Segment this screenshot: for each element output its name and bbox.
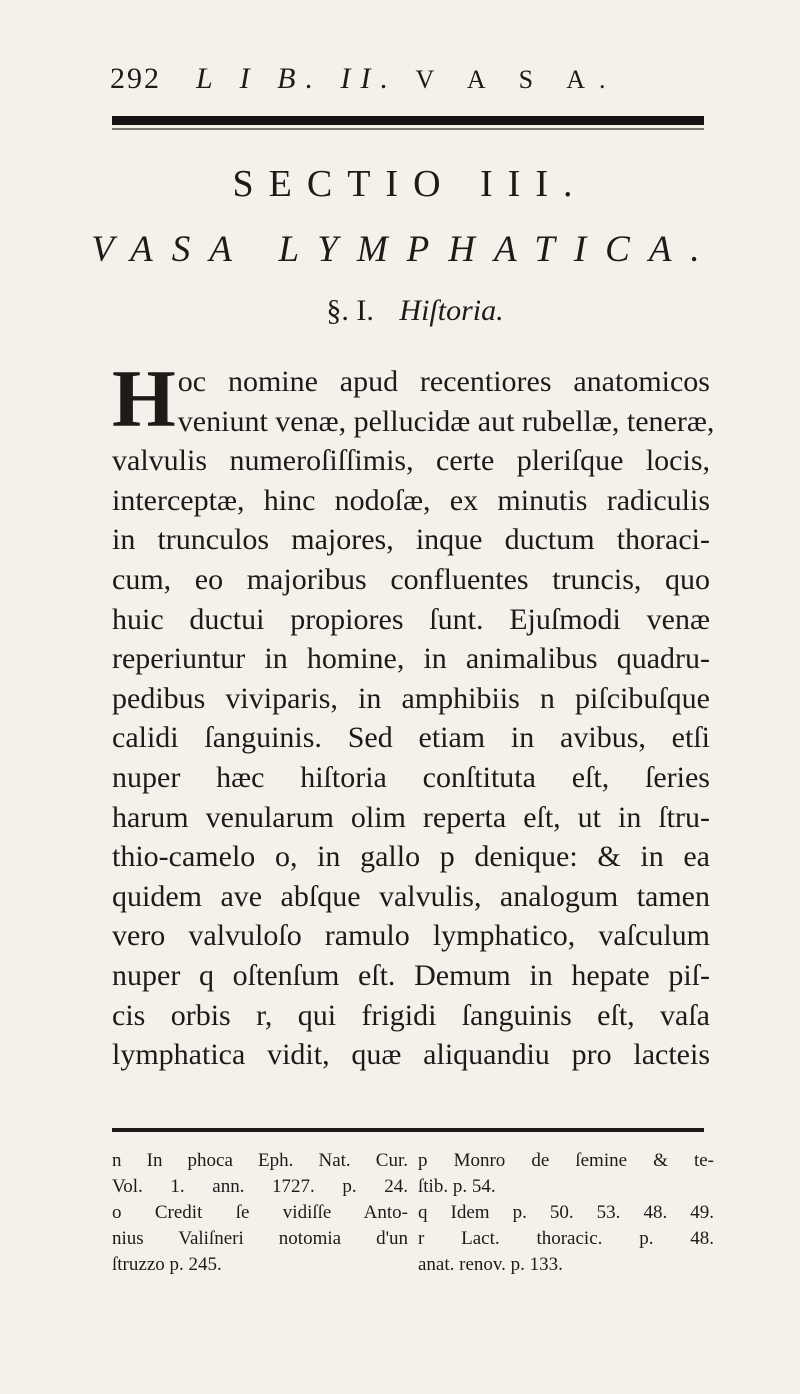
footnote-line: n In phoca Eph. Nat. Cur. (112, 1150, 408, 1171)
running-title-book: II. (340, 62, 398, 95)
body-line: cis orbis r, qui frigidi ſanguinis eſt, vaſa (112, 998, 710, 1032)
body-line: quidem ave abſque valvulis, analogum tamen (112, 879, 710, 913)
footnote-line: Vol. 1. ann. 1727. p. 24. (112, 1176, 408, 1197)
body-line: lymphatica vidit, quæ aliquandiu pro lacteis (112, 1038, 710, 1072)
footnotes-right-column (418, 1148, 714, 1278)
body-line: nuper hæc hiſtoria conſtituta eſt, ſeries (112, 760, 710, 794)
drop-cap: H (112, 353, 172, 444)
footnote-line: q Idem p. 50. 53. 48. 49. (418, 1202, 714, 1223)
footnote-line: anat. renov. p. 133. (418, 1254, 563, 1275)
section-heading: SECTIO III. (232, 163, 588, 205)
top-rule-thin (112, 128, 704, 130)
paragraph-heading (0, 294, 800, 328)
body-line: interceptæ, hinc nodoſæ, ex minutis radiculis (112, 483, 710, 517)
running-title-vasa: V A S A. (415, 65, 620, 94)
body-line: pedibus viviparis, in amphibiis n piſcibuſque (112, 681, 710, 715)
footnote-line: p Monro de ſemine & te- (418, 1150, 714, 1171)
footnote-line: r Lact. thoracic. p. 48. (418, 1228, 714, 1249)
body-line: vero valvuloſo ramulo lymphatico, vaſculum (112, 919, 710, 953)
body-line: calidi ſanguinis. Sed etiam in avibus, etſi (112, 721, 710, 755)
body-line: nuper q oſtenſum eſt. Demum in hepate piſ- (112, 958, 710, 992)
footnote-line: ſtib. p. 54. (418, 1176, 496, 1197)
body-line: reperiuntur in homine, in animalibus quadru- (112, 642, 710, 676)
body-line: valvulis numeroſiſſimis, certe pleriſque locis, (112, 444, 710, 478)
body-line: in trunculos majores, inque ductum thoraci- (112, 523, 710, 557)
body-line: harum venularum olim reperta eſt, ut in ſtru- (112, 800, 710, 834)
page-number: 292 (110, 62, 161, 95)
body-line: oc nomine apud recentiores anatomicos (177, 365, 710, 398)
body-line: cum, eo majoribus confluentes truncis, quo (112, 562, 710, 596)
paragraph-symbol: §. I. (326, 294, 374, 327)
footnote-rule (112, 1128, 704, 1132)
footnote-line: o Credit ſe vidiſſe Anto- (112, 1202, 408, 1223)
paragraph-title: Hiſtoria. (399, 294, 504, 327)
body-line: veniunt venæ, pellucidæ aut rubellæ, teneræ, (177, 404, 715, 438)
footnote-line: nius Valiſneri notomia d'un (112, 1228, 408, 1249)
footnote-line: ſtruzzo p. 245. (112, 1254, 222, 1275)
body-line: huic ductui propiores ſunt. Ejuſmodi venæ (112, 602, 710, 636)
running-title-lib: L I B. (196, 62, 323, 95)
top-rule-thick (112, 116, 704, 125)
subject-heading: VASA LYMPHATICA. (91, 229, 719, 270)
body-line: thio-camelo o, in gallo p denique: & in ea (112, 840, 710, 874)
footnotes-left-column (112, 1148, 408, 1278)
running-title (196, 62, 619, 96)
body-text (112, 353, 715, 1075)
